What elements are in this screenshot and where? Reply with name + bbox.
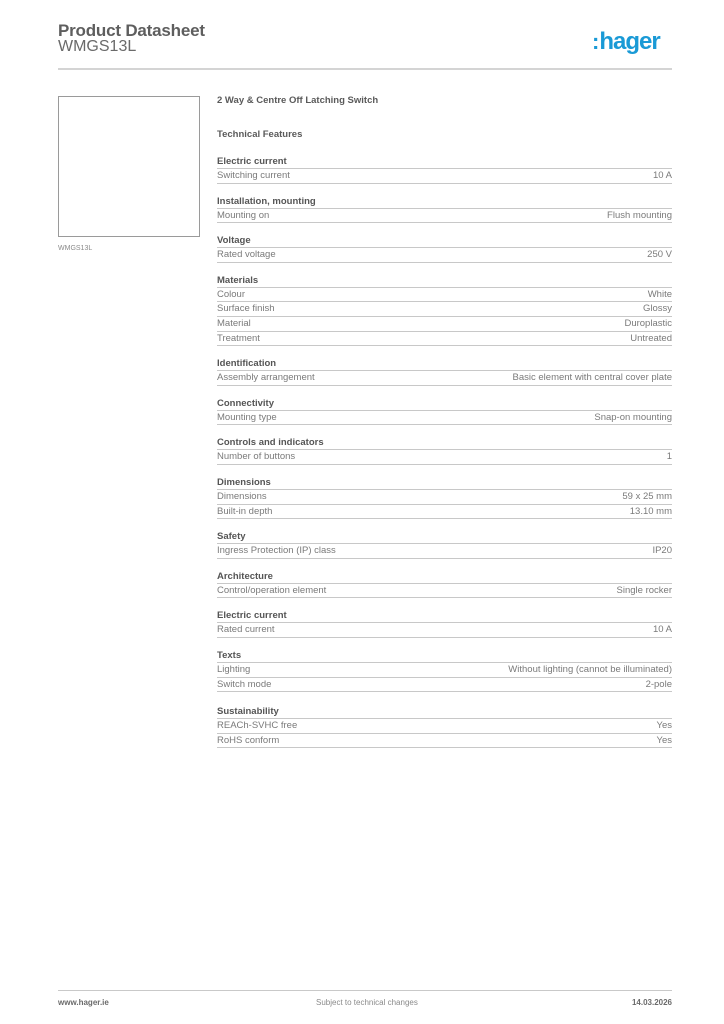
spec-label: Mounting type — [217, 411, 277, 423]
section-heading: Architecture — [217, 570, 672, 584]
spec-row — [217, 317, 672, 332]
spec-row — [217, 678, 672, 693]
section-heading: Electric current — [217, 609, 672, 623]
spec-value: Flush mounting — [607, 209, 672, 221]
spec-label: Treatment — [217, 332, 260, 344]
spec-value: 59 x 25 mm — [622, 490, 672, 502]
spec-value: Glossy — [642, 303, 672, 315]
spec-label: Lighting — [217, 663, 251, 675]
spec-value: 2-pole — [645, 678, 672, 690]
spec-value: Without lighting (cannot be illuminated) — [508, 663, 672, 675]
footer-divider — [58, 990, 672, 991]
spec-label: Rated voltage — [217, 249, 276, 261]
feature-section — [217, 195, 672, 224]
spec-label: Built-in depth — [217, 505, 273, 517]
image-caption: WMGS13L — [58, 245, 93, 252]
spec-row — [217, 371, 672, 386]
spec-value: Single rocker — [616, 584, 672, 596]
section-heading: Voltage — [217, 234, 672, 248]
spec-label: Surface finish — [217, 303, 275, 315]
features-heading: Technical Features — [217, 129, 303, 140]
section-heading: Controls and indicators — [217, 436, 672, 450]
section-heading: Texts — [217, 649, 672, 663]
feature-section — [217, 649, 672, 692]
spec-value: Snap-on mounting — [594, 411, 672, 423]
spec-row — [217, 734, 672, 749]
spec-row — [217, 302, 672, 317]
spec-label: Material — [217, 317, 251, 329]
feature-section — [217, 234, 672, 263]
spec-value: Duroplastic — [624, 317, 672, 329]
section-heading: Materials — [217, 274, 672, 288]
spec-label: Number of buttons — [217, 451, 296, 463]
spec-value: Untreated — [630, 332, 672, 344]
spec-label: Mounting on — [217, 209, 270, 221]
spec-row — [217, 288, 672, 303]
logo-text: hager — [599, 28, 660, 55]
feature-section — [217, 397, 672, 426]
feature-section — [217, 436, 672, 465]
spec-value: 250 V — [647, 249, 672, 261]
spec-label: Ingress Protection (IP) class — [217, 545, 336, 557]
feature-section — [217, 155, 672, 184]
footer-date: 14.03.2026 — [631, 998, 672, 1007]
spec-value: 1 — [666, 451, 672, 463]
feature-section — [217, 705, 672, 748]
spec-value: 10 A — [652, 170, 672, 181]
spec-row — [217, 663, 672, 678]
spec-row — [217, 584, 672, 599]
spec-row — [217, 719, 672, 734]
section-heading: Installation, mounting — [217, 195, 672, 209]
feature-sections — [217, 155, 672, 748]
spec-row — [217, 623, 672, 638]
spec-value: White — [647, 288, 672, 300]
feature-section — [217, 357, 672, 386]
spec-label: Control/operation element — [217, 584, 327, 596]
footer-website: www.hager.ie — [58, 998, 109, 1007]
feature-section — [217, 274, 672, 346]
spec-value: Basic element with central cover plate — [512, 372, 672, 384]
spec-value: IP20 — [652, 545, 672, 557]
spec-row — [217, 544, 672, 559]
section-heading: Safety — [217, 530, 672, 544]
spec-label: RoHS conform — [217, 734, 280, 746]
spec-label: REACh-SVHC free — [217, 720, 298, 732]
section-heading: Electric current — [217, 155, 672, 169]
product-image-placeholder — [58, 96, 200, 237]
feature-section — [217, 570, 672, 599]
section-heading: Identification — [217, 357, 672, 371]
feature-section — [217, 476, 672, 519]
spec-label: Colour — [217, 288, 245, 300]
feature-section — [217, 530, 672, 559]
spec-row — [217, 450, 672, 465]
spec-row — [217, 248, 672, 263]
spec-value: Yes — [656, 734, 672, 746]
product-code: WMGS13L — [58, 38, 137, 55]
header-divider — [58, 68, 672, 70]
spec-row — [217, 411, 672, 426]
spec-row — [217, 169, 672, 184]
logo-colon: : — [592, 29, 599, 54]
spec-value: 13.10 mm — [629, 505, 672, 517]
spec-label: Switching current — [217, 170, 290, 181]
section-heading: Sustainability — [217, 705, 672, 719]
section-heading: Dimensions — [217, 476, 672, 490]
spec-row — [217, 209, 672, 224]
technical-features — [217, 95, 672, 748]
spec-row — [217, 505, 672, 520]
spec-label: Dimensions — [217, 490, 267, 502]
product-name: 2 Way & Centre Off Latching Switch — [217, 95, 379, 106]
spec-label: Switch mode — [217, 678, 272, 690]
footer-notice: Subject to technical changes — [316, 998, 418, 1007]
feature-section — [217, 609, 672, 638]
spec-label: Rated current — [217, 624, 275, 636]
spec-label: Assembly arrangement — [217, 372, 315, 384]
spec-value: 10 A — [652, 624, 672, 636]
page-title: Product Datasheet — [58, 21, 205, 40]
hager-logo — [592, 28, 660, 56]
spec-row — [217, 490, 672, 505]
spec-value: Yes — [656, 720, 672, 732]
section-heading: Connectivity — [217, 397, 672, 411]
spec-row — [217, 332, 672, 347]
